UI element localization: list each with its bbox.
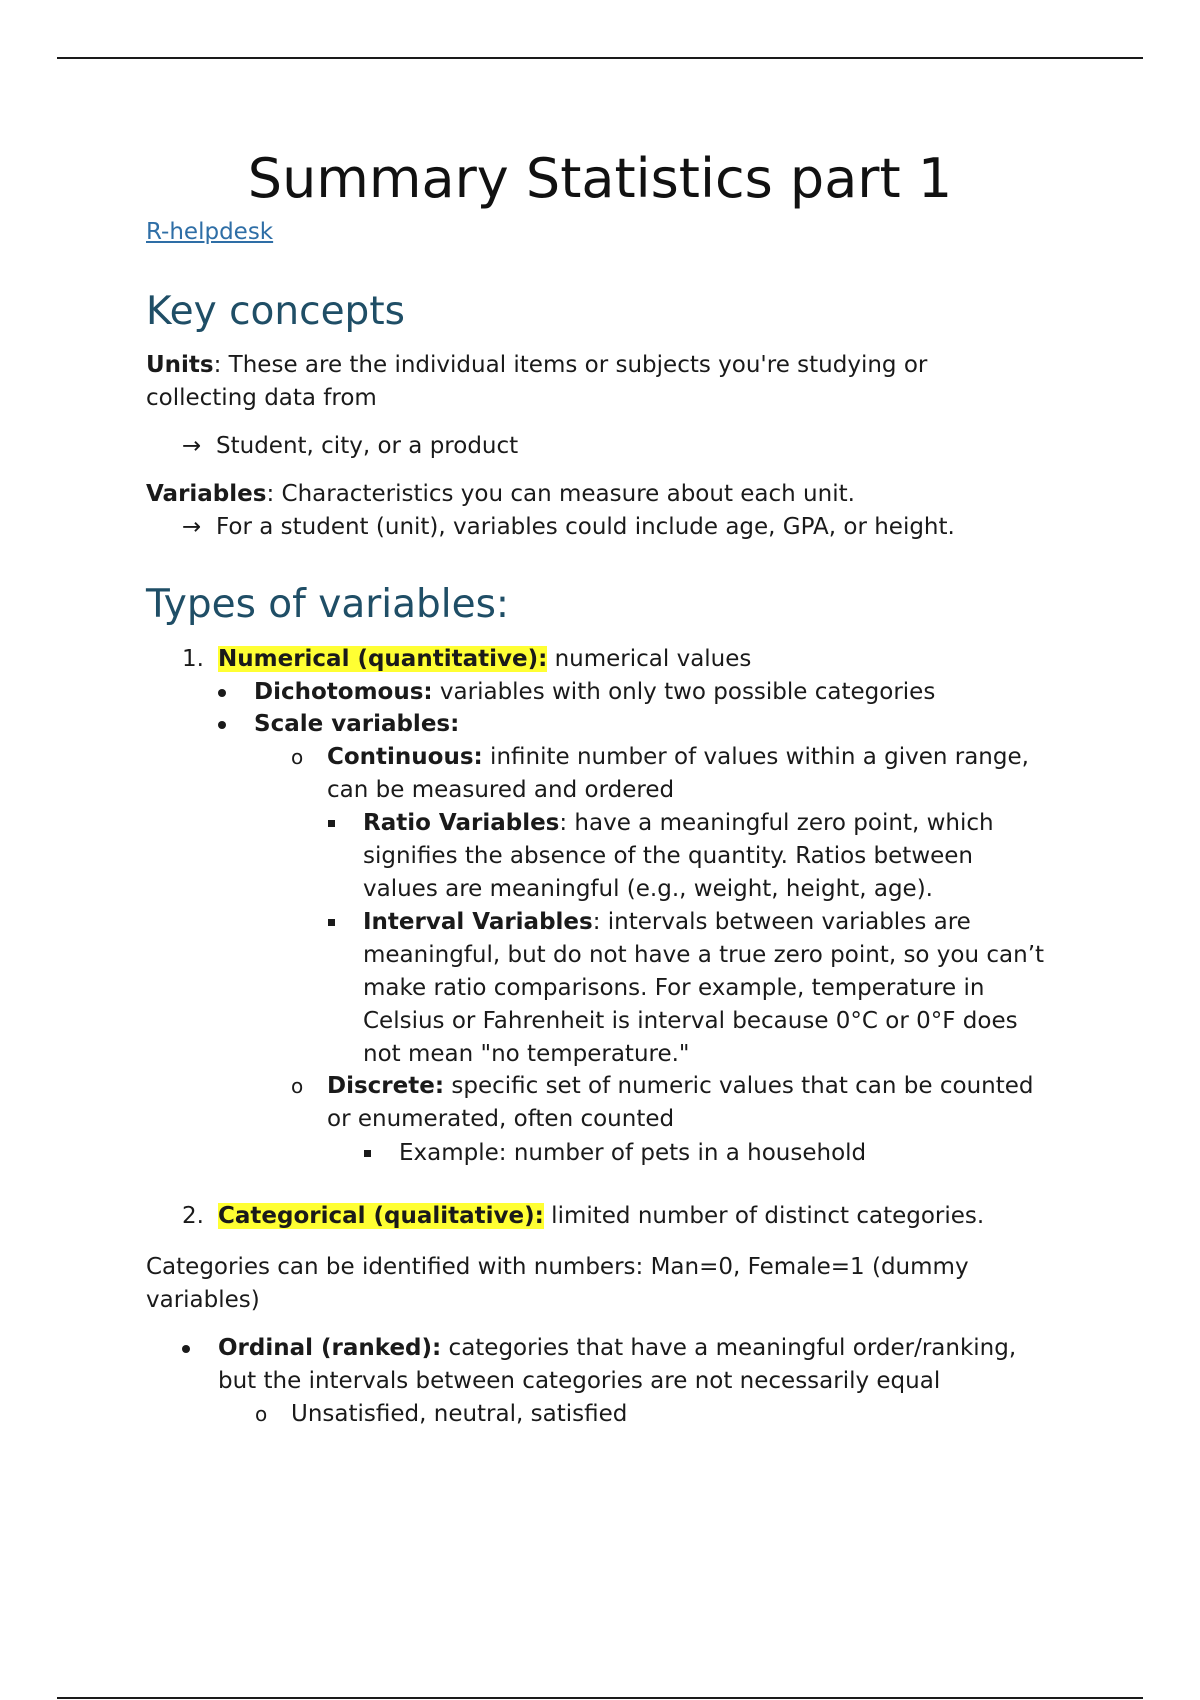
square-bullet bbox=[364, 1137, 371, 1170]
square-bullet bbox=[328, 807, 335, 840]
bottom-rule bbox=[57, 1697, 1143, 1699]
dichotomous-item: Dichotomous: variables with only two possible categories bbox=[254, 679, 936, 705]
discrete-example: Example: number of pets in a household bbox=[399, 1140, 867, 1166]
bullet-icon bbox=[218, 708, 226, 741]
square-bullet bbox=[328, 906, 335, 939]
variables-paragraph: Variables: Characteristics you can measure about each unit. bbox=[146, 481, 855, 507]
categorical-item: Categorical (qualitative): limited number of distinct categories. bbox=[218, 1203, 985, 1229]
numerical-item: Numerical (quantitative): numerical values bbox=[218, 646, 752, 672]
units-example: → Student, city, or a product bbox=[182, 430, 1112, 463]
top-rule bbox=[57, 57, 1143, 59]
scale-item: Scale variables: bbox=[254, 711, 460, 737]
ratio-item: Ratio Variables: have a meaningful zero point, which signifies the absence of the quantity. Ratios between values are meaningful (e.g., weight, height, age). bbox=[363, 810, 994, 902]
heading-key-concepts: Key concepts bbox=[146, 289, 405, 334]
bullet-icon bbox=[182, 1332, 190, 1365]
numerical-term: Numerical (quantitative): bbox=[218, 646, 548, 672]
circle-bullet: o bbox=[291, 745, 304, 769]
bullet-icon bbox=[218, 676, 226, 709]
arrow-icon: → bbox=[182, 514, 202, 540]
units-paragraph: Units: These are the individual items or subjects you're studying or collecting data from bbox=[146, 352, 928, 411]
list-number-2: 2. bbox=[182, 1203, 204, 1229]
categorical-term: Categorical (qualitative): bbox=[218, 1203, 544, 1229]
heading-types-of-variables: Types of variables: bbox=[146, 582, 510, 627]
discrete-item: Discrete: specific set of numeric values that can be counted or enumerated, often counted bbox=[327, 1073, 1034, 1132]
categorical-note: Categories can be identified with numbers: Man=0, Female=1 (dummy variables) bbox=[146, 1254, 969, 1313]
variables-example: → For a student (unit), variables could include age, GPA, or height. bbox=[182, 511, 1112, 544]
interval-item: Interval Variables: intervals between variables are meaningful, but do not have a true zero point, so you can’t make ratio comparisons. For example, temperature in Celsius or Fahrenheit is interval because 0°C or 0°F does not mean "no temperature." bbox=[363, 909, 1045, 1067]
list-number-1: 1. bbox=[182, 646, 204, 672]
variables-term: Variables bbox=[146, 481, 267, 507]
ordinal-item: Ordinal (ranked): categories that have a meaningful order/ranking, but the intervals between categories are not necessarily equal bbox=[218, 1335, 1017, 1394]
arrow-icon: → bbox=[182, 433, 202, 459]
continuous-item: Continuous: infinite number of values within a given range, can be measured and ordered bbox=[327, 744, 1029, 803]
circle-bullet: o bbox=[291, 1074, 304, 1098]
units-term: Units bbox=[146, 352, 214, 378]
ordinal-example: Unsatisfied, neutral, satisfied bbox=[291, 1401, 628, 1427]
circle-bullet: o bbox=[255, 1402, 268, 1426]
r-helpdesk-link[interactable]: R-helpdesk bbox=[146, 219, 274, 245]
page-title: Summary Statistics part 1 bbox=[247, 147, 953, 210]
